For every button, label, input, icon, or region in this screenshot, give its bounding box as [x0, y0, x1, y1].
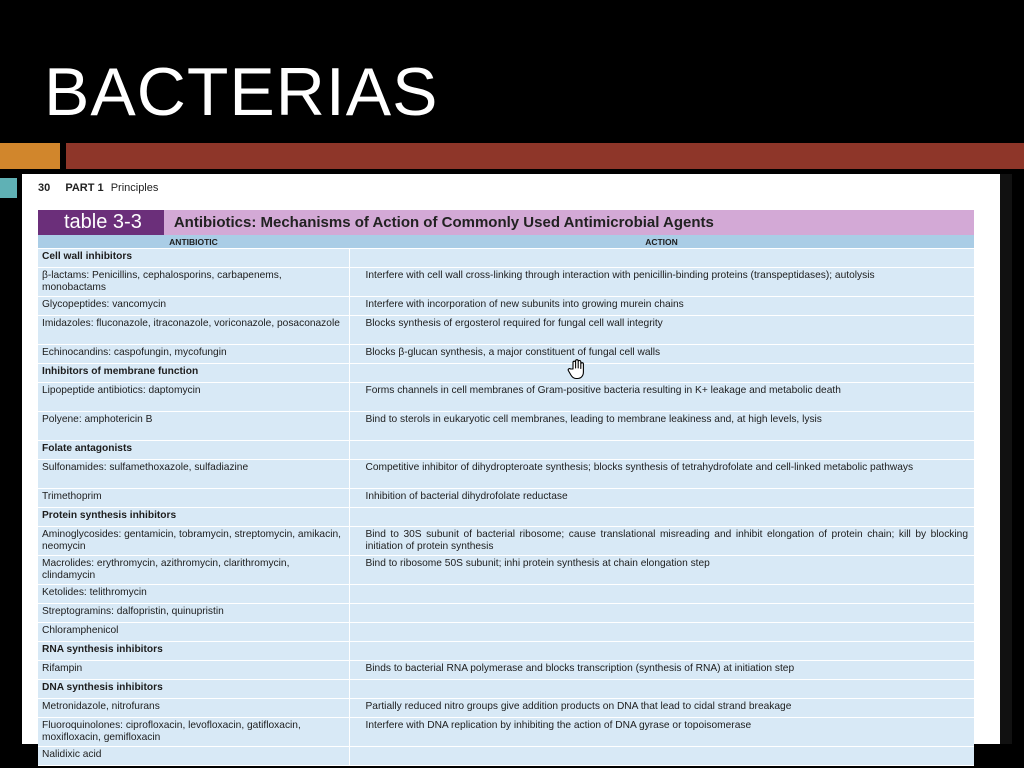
- table-row: [38, 527, 974, 556]
- antibiotic-cell: Imidazoles: fluconazole, itraconazole, voriconazole, posaconazole: [38, 316, 349, 345]
- category-label: Protein synthesis inhibitors: [38, 508, 349, 527]
- antibiotic-cell: Rifampin: [38, 661, 349, 680]
- action-cell: Inhibition of bacterial dihydrofolate reductase: [349, 489, 974, 508]
- action-cell: Competitive inhibitor of dihydropteroate synthesis; blocks synthesis of tetrahydrofolate and cell-linked metabolic pathways: [349, 460, 974, 489]
- table-row: [38, 412, 974, 441]
- antibiotic-cell: Ketolides: telithromycin: [38, 585, 349, 604]
- category-row: [38, 508, 974, 527]
- table-row: [38, 556, 974, 585]
- antibiotic-cell: Fluoroquinolones: ciprofloxacin, levofloxacin, gatifloxacin, moxifloxacin, gemifloxacin: [38, 718, 349, 747]
- table-caption: Antibiotics: Mechanisms of Action of Commonly Used Antimicrobial Agents: [173, 214, 714, 231]
- action-cell: [349, 642, 974, 661]
- antibiotic-cell: Polyene: amphotericin B: [38, 412, 349, 441]
- antibiotic-cell: Aminoglycosides: gentamicin, tobramycin, streptomycin, amikacin, neomycin: [38, 527, 349, 556]
- antibiotic-cell: Trimethoprim: [38, 489, 349, 508]
- action-cell: Bind to sterols in eukaryotic cell membranes, leading to membrane leakiness and, at high levels, lysis: [349, 412, 974, 441]
- table-row: [38, 585, 974, 604]
- part-label: PART 1: [65, 182, 104, 194]
- category-label: Inhibitors of membrane function: [38, 364, 349, 383]
- column-header-antibiotic: ANTIBIOTIC: [38, 235, 349, 249]
- table-row: [38, 383, 974, 412]
- category-row: [38, 642, 974, 661]
- action-cell: Interfere with DNA replication by inhibiting the action of DNA gyrase or topoisomerase: [349, 718, 974, 747]
- table-tag: table 3-3: [38, 210, 164, 235]
- category-row: [38, 249, 974, 268]
- table-row: [38, 297, 974, 316]
- action-cell: [349, 364, 974, 383]
- table-row: [38, 623, 974, 642]
- page-number: 30: [38, 182, 51, 194]
- table-row: [38, 345, 974, 364]
- action-cell: [349, 441, 974, 460]
- table-body: [38, 249, 974, 766]
- action-cell: [349, 585, 974, 604]
- action-cell: [349, 604, 974, 623]
- textbook-page: [22, 174, 1012, 760]
- column-header-action: ACTION: [349, 235, 974, 249]
- action-cell: [349, 623, 974, 642]
- action-cell: Bind to 30S subunit of bacterial ribosome; cause translational misreading and inhibit elongation of protein chain; kill by blocking initiation of protein synthesis: [349, 527, 974, 556]
- category-row: [38, 441, 974, 460]
- antibiotic-cell: Macrolides: erythromycin, azithromycin, clarithromycin, clindamycin: [38, 556, 349, 585]
- table-row: [38, 316, 974, 345]
- action-cell: Interfere with incorporation of new subunits into growing murein chains: [349, 297, 974, 316]
- category-label: RNA synthesis inhibitors: [38, 642, 349, 661]
- action-cell: Blocks β-glucan synthesis, a major constituent of fungal cell walls: [349, 345, 974, 364]
- action-cell: Partially reduced nitro groups give addition products on DNA that lead to cidal strand breakage: [349, 699, 974, 718]
- table-row: [38, 661, 974, 680]
- category-row: [38, 680, 974, 699]
- action-cell: [349, 747, 974, 766]
- page-edge: [1000, 174, 1012, 744]
- antibiotic-cell: Chloramphenicol: [38, 623, 349, 642]
- hand-pointer-icon: [566, 358, 588, 380]
- table-row: [38, 268, 974, 297]
- table-row: [38, 489, 974, 508]
- accent-bar-red: [66, 143, 1024, 169]
- antibiotic-cell: Metronidazole, nitrofurans: [38, 699, 349, 718]
- accent-bar-orange: [0, 143, 60, 169]
- table-row: [38, 718, 974, 747]
- category-row: [38, 364, 974, 383]
- table-row: [38, 747, 974, 766]
- action-cell: [349, 249, 974, 268]
- table-row: [38, 604, 974, 623]
- antibiotic-cell: Glycopeptides: vancomycin: [38, 297, 349, 316]
- antibiotic-cell: Streptogramins: dalfopristin, quinupristin: [38, 604, 349, 623]
- action-cell: Interfere with cell wall cross-linking through interaction with penicillin-binding proteins (transpeptidases); autolysis: [349, 268, 974, 297]
- action-cell: Binds to bacterial RNA polymerase and blocks transcription (synthesis of RNA) at initiation step: [349, 661, 974, 680]
- running-head: [38, 182, 158, 194]
- table-header: [38, 210, 974, 235]
- slide-title: BACTERIAS: [44, 54, 439, 130]
- section-label: Principles: [110, 182, 159, 194]
- action-cell: Blocks synthesis of ergosterol required for fungal cell wall integrity: [349, 316, 974, 345]
- action-cell: Forms channels in cell membranes of Gram-positive bacteria resulting in K+ leakage and metabolic death: [349, 383, 974, 412]
- category-label: DNA synthesis inhibitors: [38, 680, 349, 699]
- action-cell: [349, 680, 974, 699]
- action-cell: [349, 508, 974, 527]
- antibiotic-cell: β-lactams: Penicillins, cephalosporins, carbapenems, monobactams: [38, 268, 349, 297]
- table-header-row: [38, 235, 974, 249]
- category-label: Folate antagonists: [38, 441, 349, 460]
- accent-bar-teal: [0, 178, 17, 198]
- category-label: Cell wall inhibitors: [38, 249, 349, 268]
- antibiotic-cell: Sulfonamides: sulfamethoxazole, sulfadiazine: [38, 460, 349, 489]
- antibiotic-cell: Echinocandins: caspofungin, mycofungin: [38, 345, 349, 364]
- antibiotic-cell: Lipopeptide antibiotics: daptomycin: [38, 383, 349, 412]
- antibiotic-cell: Nalidixic acid: [38, 747, 349, 766]
- antibiotics-table: [38, 235, 974, 766]
- table-row: [38, 699, 974, 718]
- action-cell: Bind to ribosome 50S subunit; inhi protein synthesis at chain elongation step: [349, 556, 974, 585]
- table-row: [38, 460, 974, 489]
